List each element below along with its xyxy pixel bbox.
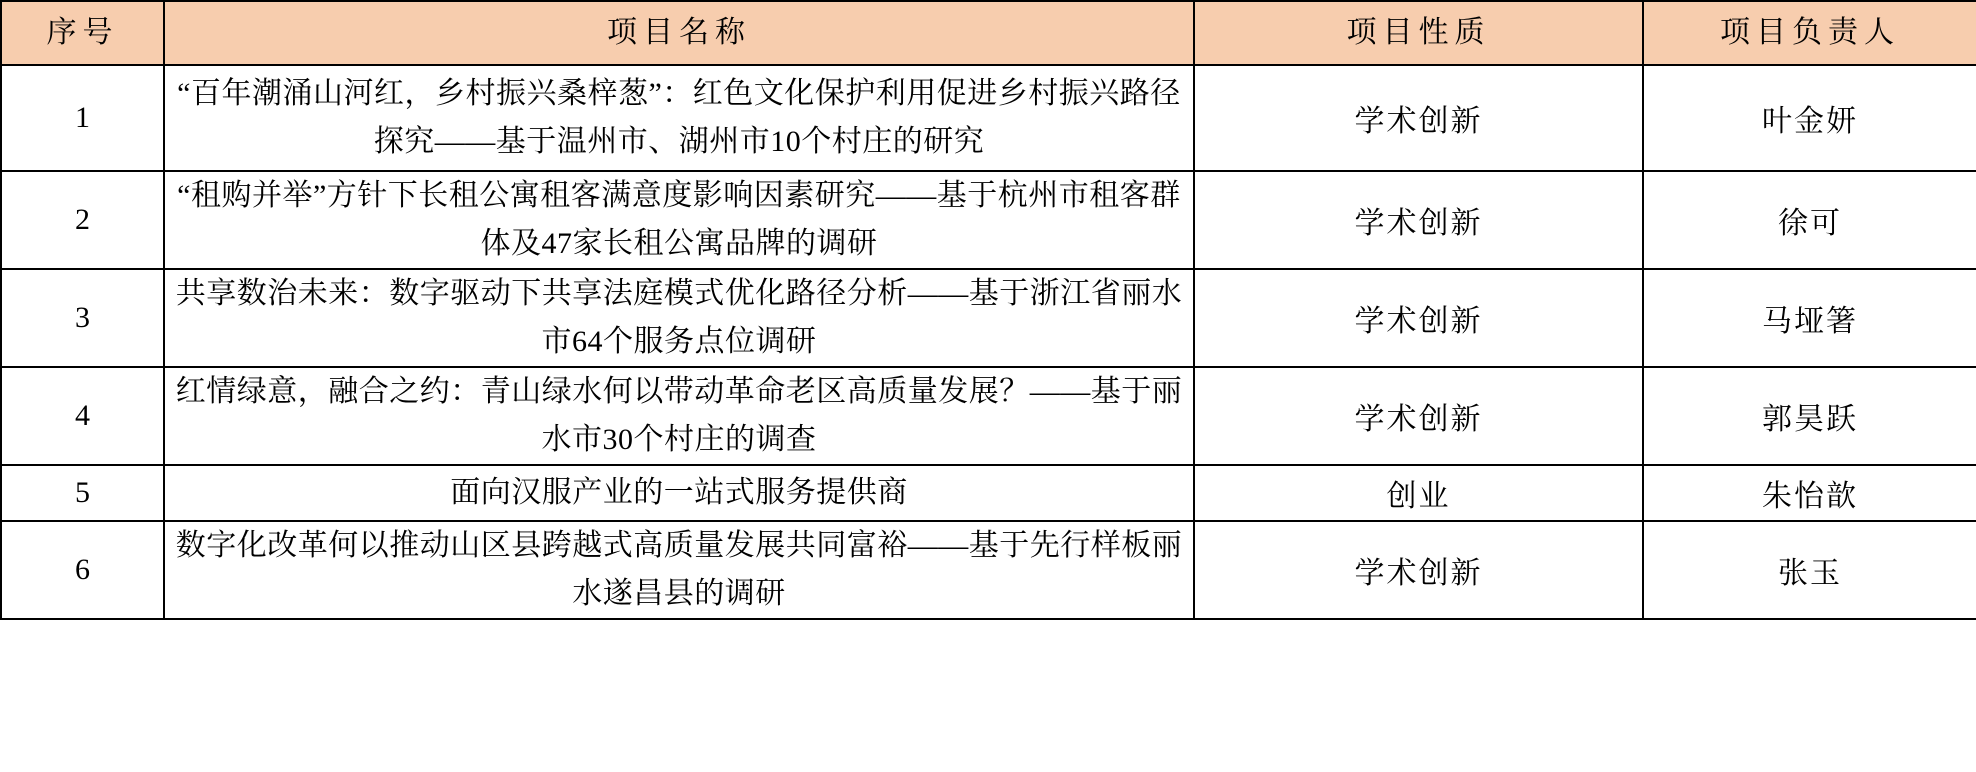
table-row <box>1 367 1976 465</box>
cell-project-type: 学术创新 <box>1194 521 1643 619</box>
cell-project-name: 共享数治未来：数字驱动下共享法庭模式优化路径分析——基于浙江省丽水市64个服务点位调研 <box>164 269 1194 367</box>
cell-project-name: 红情绿意，融合之约：青山绿水何以带动革命老区高质量发展？——基于丽水市30个村庄的调查 <box>164 367 1194 465</box>
cell-project-lead: 郭昊跃 <box>1643 367 1976 465</box>
table-row <box>1 521 1976 619</box>
cell-project-name: “百年潮涌山河红，乡村振兴桑梓葱”：红色文化保护利用促进乡村振兴路径探究——基于温州市、湖州市10个村庄的研究 <box>164 65 1194 171</box>
cell-index: 6 <box>1 521 164 619</box>
cell-project-type: 创业 <box>1194 465 1643 521</box>
cell-project-lead: 张玉 <box>1643 521 1976 619</box>
table-row <box>1 171 1976 269</box>
cell-index: 3 <box>1 269 164 367</box>
cell-index: 1 <box>1 65 164 171</box>
cell-project-name: “租购并举”方针下长租公寓租客满意度影响因素研究——基于杭州市租客群体及47家长租公寓品牌的调研 <box>164 171 1194 269</box>
cell-project-lead: 朱怡歆 <box>1643 465 1976 521</box>
cell-project-type: 学术创新 <box>1194 269 1643 367</box>
table-row <box>1 65 1976 171</box>
cell-project-name: 数字化改革何以推动山区县跨越式高质量发展共同富裕——基于先行样板丽水遂昌县的调研 <box>164 521 1194 619</box>
column-header-index: 序号 <box>1 1 164 65</box>
table-row <box>1 269 1976 367</box>
table-row <box>1 465 1976 521</box>
cell-index: 2 <box>1 171 164 269</box>
table-header <box>1 1 1976 65</box>
cell-index: 4 <box>1 367 164 465</box>
cell-index: 5 <box>1 465 164 521</box>
cell-project-lead: 徐可 <box>1643 171 1976 269</box>
column-header-project-type: 项目性质 <box>1194 1 1643 65</box>
column-header-project-lead: 项目负责人 <box>1643 1 1976 65</box>
column-header-project-name: 项目名称 <box>164 1 1194 65</box>
table-body <box>1 65 1976 619</box>
cell-project-lead: 马垭箸 <box>1643 269 1976 367</box>
cell-project-type: 学术创新 <box>1194 65 1643 171</box>
cell-project-type: 学术创新 <box>1194 367 1643 465</box>
table-header-row <box>1 1 1976 65</box>
cell-project-name: 面向汉服产业的一站式服务提供商 <box>164 465 1194 521</box>
cell-project-type: 学术创新 <box>1194 171 1643 269</box>
cell-project-lead: 叶金妍 <box>1643 65 1976 171</box>
